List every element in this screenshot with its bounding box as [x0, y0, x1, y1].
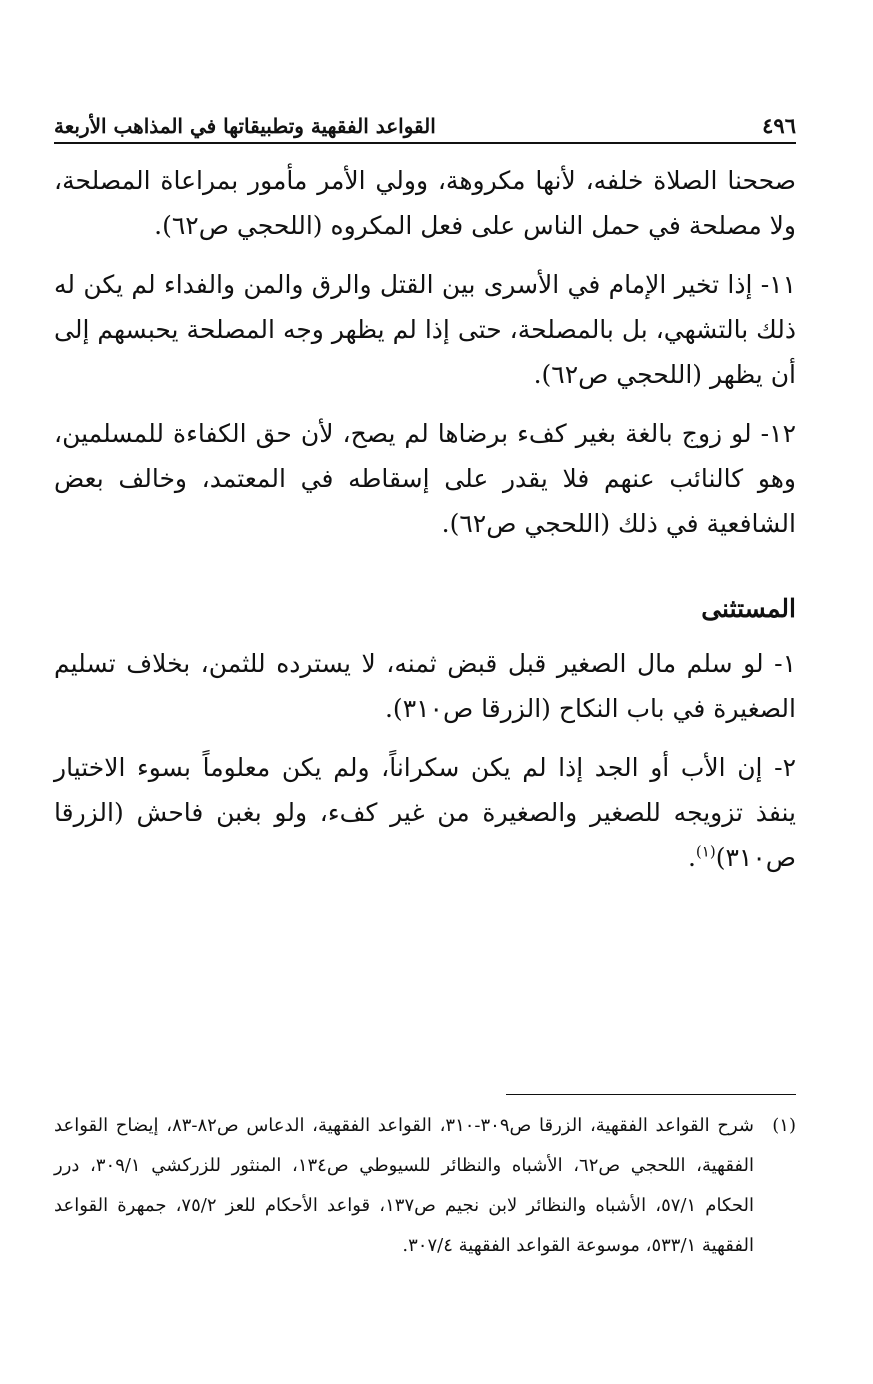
running-title: القواعد الفقهية وتطبيقاتها في المذاهب الأربعة [54, 114, 436, 138]
exception-item-1: ١- لو سلم مال الصغير قبل قبض ثمنه، لا يسترده للثمن، بخلاف تسليم الصغيرة في باب النكاح (الزرقا ص٣١٠). [54, 649, 796, 723]
footnote-text: شرح القواعد الفقهية، الزرقا ص٣٠٩-٣١٠، القواعد الفقهية، الدعاس ص٨٢-٨٣، إيضاح القواعد الفقهية، اللحجي ص٦٢، الأشباه والنظائر للسيوطي ص١٣٤، المنثور للزركشي ٣٠٩/١، درر الحكام ٥٧/١، الأشباه والنظائر لابن نجيم ص١٣٧، قواعد الأحكام للعز ٧٥/٢، جمهرة القواعد الفقهية ٥٣٣/١، موسوعة القواعد الفقهية ٣٠٧/٤. [54, 1115, 755, 1256]
footnotes-area [54, 1106, 796, 1266]
running-header [54, 104, 796, 144]
section-heading-exceptions: المستثنى [701, 594, 796, 623]
footnote-reference-marker: (١) [695, 842, 716, 861]
exception-item-2-end: . [687, 843, 696, 872]
paragraph-continuation: صححنا الصلاة خلفه، لأنها مكروهة، وولي الأمر مأمور بمراعاة المصلحة، ولا مصلحة في حمل الناس على فعل المكروه (اللحجي ص٦٢). [54, 166, 796, 240]
main-text [54, 158, 796, 894]
page-number: ٤٩٦ [762, 113, 796, 138]
paragraph-item-12: ١٢- لو زوج بالغة بغير كفء برضاها لم يصح، لأن حق الكفاءة للمسلمين، وهو كالنائب عنهم فلا يقدر على إسقاطه في المعتمد، وخالف بعض الشافعية في ذلك (اللحجي ص٦٢). [54, 419, 796, 538]
footnote-separator-line [506, 1094, 796, 1095]
footnote-1 [54, 1106, 796, 1266]
exception-item-2 [54, 745, 796, 880]
paragraph-item-11: ١١- إذا تخير الإمام في الأسرى بين القتل والرق والمن والفداء لم يكن له ذلك بالتشهي، بل بالمصلحة، حتى إذا لم يظهر وجه المصلحة يحبسهم إلى أن يظهر (اللحجي ص٦٢). [54, 270, 797, 389]
exception-item-2-text: ٢- إن الأب أو الجد إذا لم يكن سكراناً، ولم يكن معلوماً بسوء الاختيار ينفذ تزويجه للصغير والصغيرة من غير كفء، ولو بغبن فاحش (الزرقا ص٣١٠) [54, 753, 796, 872]
footnote-number: (١) [772, 1115, 796, 1136]
